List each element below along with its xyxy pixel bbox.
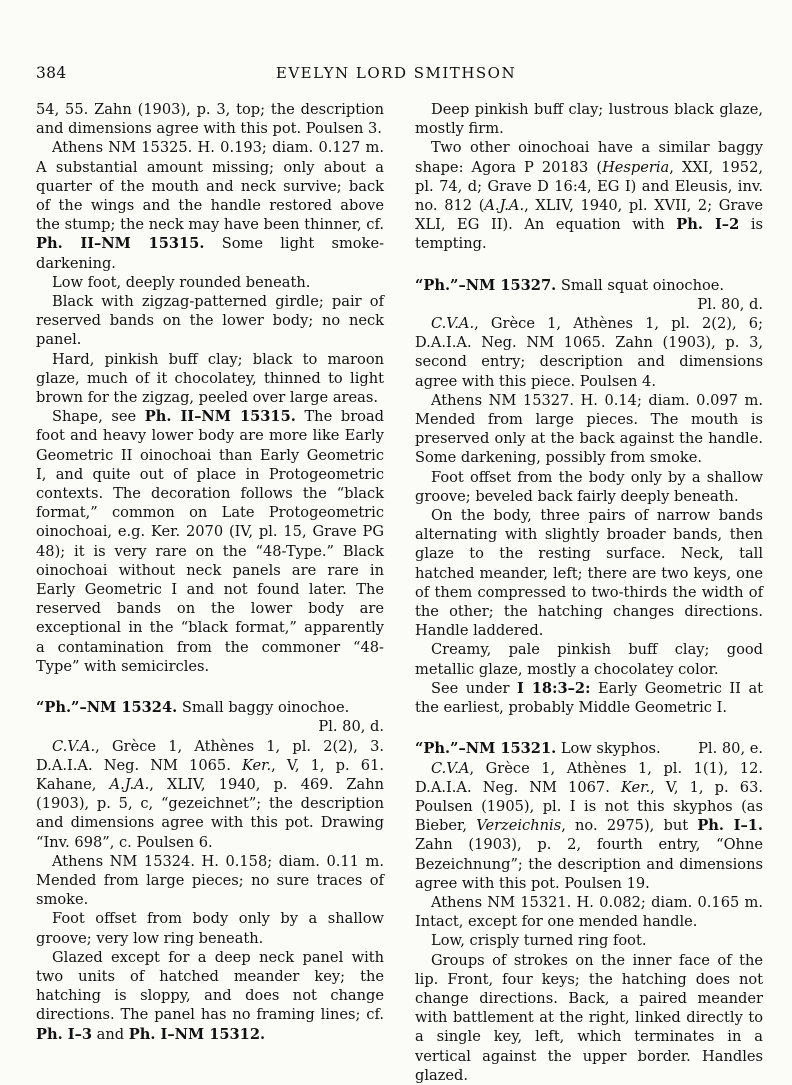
bibliography: C.V.A., Grèce 1, Athènes 1, pl. 2(2), 3. D.A.I.A. Neg. NM 1065. Ker., V, 1, p. 61. Kahane, A.J.A., XLIV, 1940, p. 469. Zahn (1903), p. 5, c, “gezeichnet”; the description and dimensions agree with this pot. Drawing “Inv. 698”, c. Poulsen 6.	[36, 737, 385, 851]
paragraph: Athens NM 15324. H. 0.158; diam. 0.11 m. Mended from large pieces; no sure traces of smoke.	[36, 852, 384, 909]
page-number: 384	[36, 64, 67, 82]
catalogue-entry	[36, 698, 384, 1044]
paragraph: Athens NM 15321. H. 0.082; diam. 0.165 m. Intact, except for one mended handle.	[415, 893, 763, 931]
paragraph: Foot offset from the body only by a shallow groove; beveled back fairly deeply beneath.	[415, 468, 763, 505]
paragraph: Deep pinkish buff clay; lustrous black glaze, mostly firm.	[415, 101, 763, 138]
paragraph: 54, 55. Zahn (1903), p. 3, top; the description and dimensions agree with this pot. Poulsen 3.	[36, 101, 384, 138]
catalogue-entry	[415, 276, 763, 718]
entry-title: “Ph.”–NM 15327. Small squat oinochoe.	[415, 276, 725, 294]
bibliography: C.V.A, Grèce 1, Athènes 1, pl. 1(1), 12. D.A.I.A. Neg. NM 1067. Ker., V, 1, p. 63. Poulsen (1905), pl. I is not this skyphos (as Bieber, Verzeichnis, no. 2975), but Ph. I–1. Zahn (1903), p. 2, fourth entry, “Ohne Bezeichnung”; the description and dimensions agree with this pot. Poulsen 19.	[415, 759, 764, 892]
paragraph: Foot offset from body only by a shallow groove; very low ring beneath.	[36, 910, 384, 947]
paragraph: Athens NM 15327. H. 0.14; diam. 0.097 m. Mended from large pieces. The mouth is preserved only at the back against the handle. Some darkening, possibly from smoke.	[415, 391, 763, 467]
paragraph: Low foot, deeply rounded beneath.	[52, 273, 311, 291]
plate-reference: Pl. 80, d.	[318, 718, 384, 736]
paragraph: On the body, three pairs of narrow bands alternating with slightly broader bands, then glaze to the resting surface. Neck, tall hatched meander, left; there are two keys, one of them compressed to two-thirds the width of the other; the hatching changes directions. Handle laddered.	[415, 507, 763, 640]
plate-reference: Pl. 80, d.	[697, 295, 763, 313]
paragraph: See under I 18:3–2: Early Geometric II at the earliest, probably Middle Geometric I.	[415, 679, 764, 717]
paragraph: Two other oinochoai have a similar baggy shape: Agora P 20183 (Hesperia, XXI, 1952, pl. 74, d; Grave D 16:4, EG I) and Eleusis, inv. no. 812 (A.J.A., XLIV, 1940, pl. XVII, 2; Grave XLI, EG II). An equation with Ph. I–2 is tempting.	[415, 139, 763, 253]
left-column	[36, 100, 384, 1044]
paragraph: Hard, pinkish buff clay; black to maroon glaze, much of it chocolatey, thinned to light brown for the zigzag, peeled over large areas.	[36, 350, 384, 407]
paragraph: Shape, see Ph. II–NM 15315. The broad foot and heavy lower body are more like Early Geometric II oinochoai than Early Geometric I, and quite out of place in Protogeometric contexts. The decoration follows the “black format,” common on Late Protogeometric oinochoai, e.g. Ker. 2070 (IV, pl. 15, Grave PG 48); it is very rare on the “48-Type.” Black oinochoai without neck panels are rare in Early Geometric I and not found later. The reserved bands on the lower body are exceptional in the “black format,” apparently a contamination from the commoner “48-Type” with semicircles.	[36, 408, 384, 675]
plate-reference: Pl. 80, e.	[698, 740, 763, 758]
catalogue-entry	[415, 739, 763, 1085]
paragraph: Black with zigzag-patterned girdle; pair of reserved bands on the lower body; no neck panel.	[36, 293, 384, 349]
bibliography: C.V.A., Grèce 1, Athènes 1, pl. 2(2), 6; D.A.I.A. Neg. NM 1065. Zahn (1903), p. 3, second entry; description and dimensions agree with this piece. Poulsen 4.	[415, 315, 763, 390]
page-header	[0, 64, 792, 88]
running-title: EVELYN LORD SMITHSON	[275, 64, 517, 82]
entry-title: “Ph.”–NM 15321. Low skyphos. Pl. 80, e.	[415, 740, 763, 758]
entry-title: “Ph.”–NM 15324. Small baggy oinochoe.	[36, 699, 350, 717]
right-column	[415, 100, 763, 1085]
paragraph: Glazed except for a deep neck panel with two units of hatched meander key; the hatching is sloppy, and does not change directions. The panel has no framing lines; cf. Ph. I–3 and Ph. I–NM 15312.	[36, 948, 384, 1043]
paragraph: Low, crisply turned ring foot.	[431, 932, 647, 950]
paragraph: Groups of strokes on the inner face of the lip. Front, four keys; the hatching does not change directions. Back, a paired meander with battlement at the right, linked directly to a single key, left, which terminates in a vertical against the upper border. Handles glazed.	[415, 951, 763, 1084]
paragraph: Athens NM 15325. H. 0.193; diam. 0.127 m. A substantial amount missing; only about a quarter of the mouth and neck survive; back of the wings and the handle restored above the stump; the neck may have been thinner, cf. Ph. II–NM 15315. Some light smoke-darkening.	[36, 139, 385, 272]
paragraph: Creamy, pale pinkish buff clay; good metallic glaze, mostly a chocolatey color.	[415, 641, 763, 678]
